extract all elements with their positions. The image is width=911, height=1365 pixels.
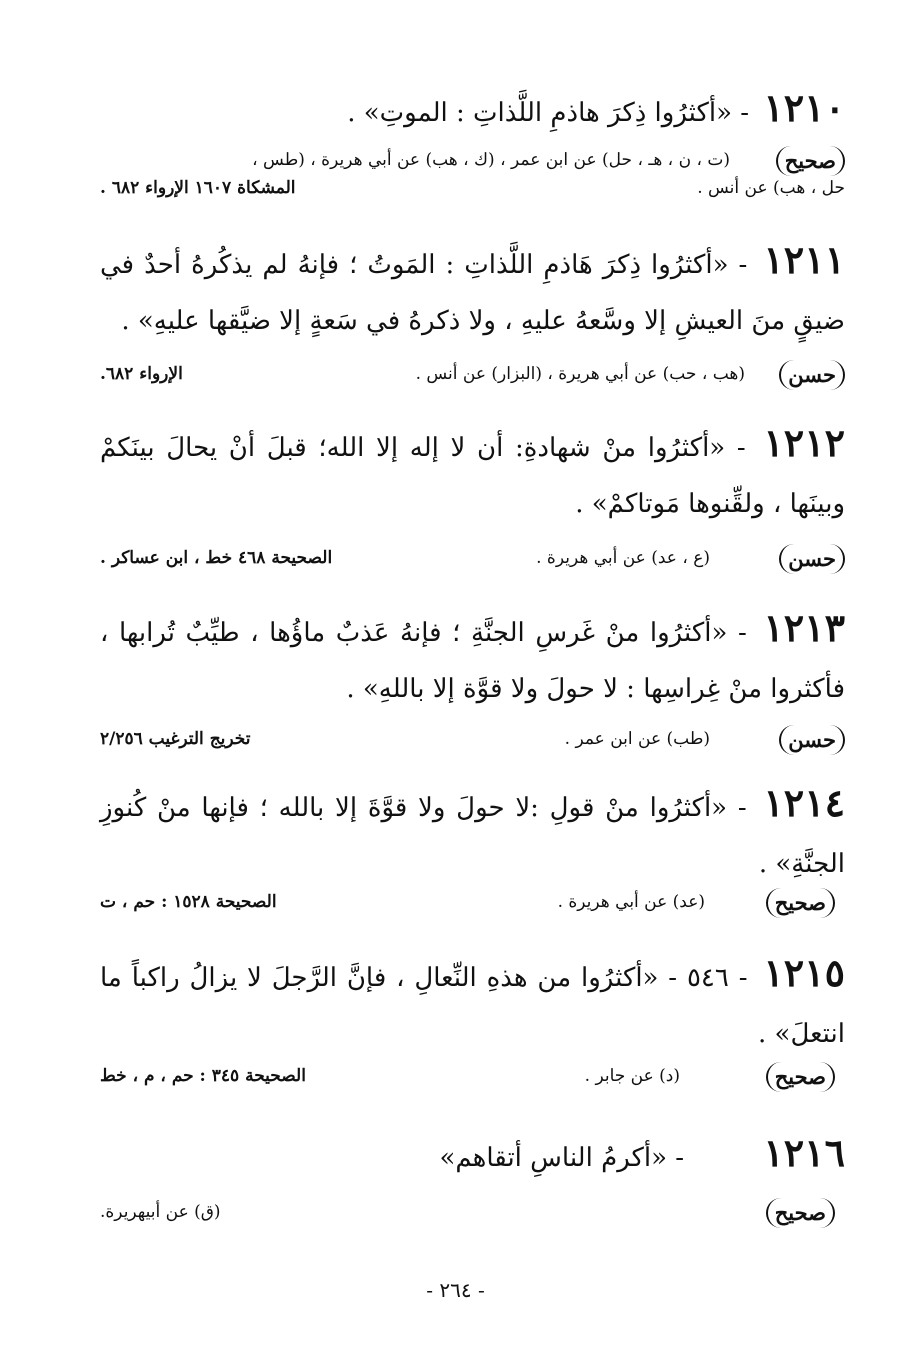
reference: الصحيحة ٣٤٥ : حم ، م ، خط — [100, 1066, 306, 1086]
grade-badge: حسن — [779, 725, 845, 755]
hadith-text: - «أكثرُوا ذِكرَ هاذمِ اللَّذاتِ : الموتِ» . — [347, 98, 750, 128]
hadith-number: ١٢١٢ — [763, 420, 846, 465]
hadith-number: ١٢١٦ — [763, 1130, 845, 1175]
sources: (ت ، ن ، هـ ، حل) عن ابن عمر ، (ك ، هب) عن أبي هريرة ، (طس ، — [252, 150, 730, 170]
sources-continued: حل ، هب) عن أنس . — [697, 178, 845, 198]
grade-badge: صحيح — [766, 888, 835, 918]
grade-badge: حسن — [779, 360, 845, 390]
hadith-1210 — [100, 80, 845, 141]
grade-badge: حسن — [779, 544, 845, 574]
reference: المشكاة ١٦٠٧ الإرواء ٦٨٢ . — [100, 178, 296, 198]
hadith-1215-meta — [100, 1062, 845, 1102]
hadith-number: ١٢١١ — [763, 237, 846, 282]
sources: (هب ، حب) عن أبي هريرة ، (البزار) عن أنس . — [415, 364, 745, 384]
hadith-text: - «أكرمُ الناسِ أتقاهم» — [439, 1143, 685, 1173]
reference: تخريج الترغيب ٢/٢٥٦ — [100, 729, 251, 749]
hadith-1212-meta — [100, 544, 845, 584]
hadith-1211-meta — [100, 360, 845, 400]
hadith-1216 — [100, 1125, 845, 1186]
sources: (عد) عن أبي هريرة . — [557, 892, 705, 912]
hadith-number: ١٢١٥ — [763, 950, 845, 995]
hadith-1214-meta — [100, 888, 845, 928]
hadith-1210-meta — [100, 146, 845, 214]
reference: الصحيحة ١٥٢٨ : حم ، ت — [100, 892, 277, 912]
hadith-text: - «أكثرُوا منْ شهادةِ: أن لا إله إلا الله؛ قبلَ أنْ يحالَ بينَكمْ وبينَها ، ولقِّنوها مَوتاكمْ» . — [100, 433, 845, 519]
page-number: - ٢٦٤ - — [426, 1278, 485, 1302]
hadith-number: ١٢١٠ — [763, 85, 845, 130]
sources: (ع ، عد) عن أبي هريرة . — [536, 548, 710, 568]
hadith-1211 — [100, 232, 845, 349]
hadith-text: - «أكثرُوا ذِكرَ هَاذمِ اللَّذاتِ : المَوتُ ؛ فإنهُ لم يذكُرهُ أحدٌ في ضيقٍ منَ العيشِ إلا وسَّعهُ عليهِ ، ولا ذكرهُ في سَعةٍ إلا ضيَّقها عليهِ» . — [100, 250, 845, 336]
hadith-text: - ٥٤٦ - «أكثرُوا من هذهِ النِّعالِ ، فإنَّ الرَّجلَ لا يزالُ راكباً ما انتعلَ» . — [100, 963, 845, 1049]
hadith-text: - «أكثرُوا منْ غَرسِ الجنَّةِ ؛ فإنهُ عَذبٌ ماؤُها ، طيِّبٌ تُرابها ، فأكثروا منْ غِراسِها : لا حولَ ولا قوَّة إلا باللهِ» . — [100, 618, 845, 704]
sources: (ق) عن أبيهريرة. — [100, 1202, 221, 1222]
reference: الصحيحة ٤٦٨ خط ، ابن عساكر . — [100, 548, 333, 568]
grade-badge: صحيح — [766, 1062, 835, 1092]
hadith-1213 — [100, 600, 845, 717]
grade-badge: صحيح — [776, 146, 845, 176]
hadith-number: ١٢١٣ — [763, 605, 845, 650]
hadith-1216-meta — [100, 1198, 845, 1238]
sources: (د) عن جابر . — [584, 1066, 680, 1086]
hadith-1214 — [100, 775, 845, 892]
reference: الإرواء ٦٨٢. — [100, 364, 183, 384]
hadith-1212 — [100, 415, 845, 532]
hadith-1213-meta — [100, 725, 845, 765]
hadith-text: - «أكثرُوا منْ قولِ :لا حولَ ولا قوَّةَ إلا بالله ؛ فإنها منْ كُنوزِ الجنَّةِ» . — [100, 793, 845, 879]
sources: (طب) عن ابن عمر . — [564, 729, 710, 749]
grade-badge: صحيح — [766, 1198, 835, 1228]
hadith-1215 — [100, 945, 845, 1062]
hadith-number: ١٢١٤ — [763, 780, 846, 825]
